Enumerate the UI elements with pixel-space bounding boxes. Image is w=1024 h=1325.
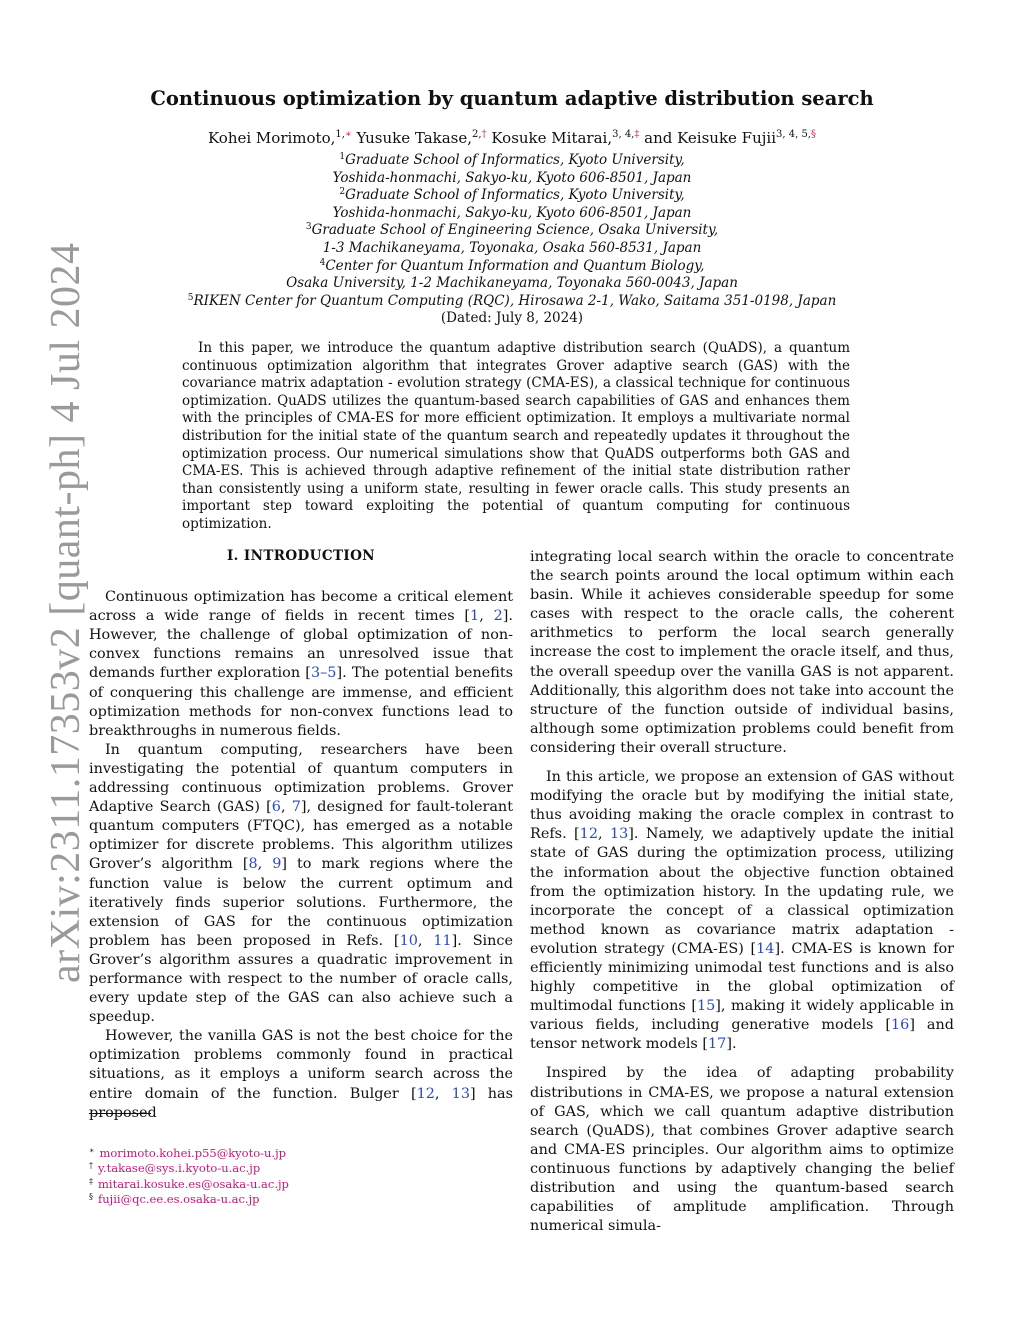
- body-paragraph: integrating local search within the oracle to concentrate the search points around the local optimum within each basin. While it achieves considerable speedup for some cases with respect to the oracle calls, the coherent arithmetics to perform the local search generally increase the cost to implement the oracle itself, and thus, the overall speedup over the vanilla GAS is not apparent. Additionally, this algorithm does not take into account the structure of the function outside of individual basins, although some optimization problems could benefit from considering their overall structure.: [530, 549, 954, 756]
- affiliation-number: 5: [187, 292, 194, 303]
- body-paragraph: Inspired by the idea of adapting probability distributions in CMA-ES, we propose a natural extension of GAS, which we call quantum adaptive distribution search (QuADS), that combines Grover adaptive search and CMA-ES principles. Our algorithm aims to optimize continuous functions by adaptively changing the belief distribution and using the quantum-based search capabilities of amplitude amplification. Through numerical simula-: [530, 1065, 954, 1235]
- footnote: [89, 1146, 513, 1161]
- footnote-mark: §: [89, 1192, 93, 1202]
- citation-link[interactable]: 1: [470, 608, 480, 625]
- email-link[interactable]: morimoto.kohei.p55@kyoto-u.jp: [99, 1146, 287, 1160]
- citation-link[interactable]: 12: [579, 826, 598, 843]
- affiliation-text: Graduate School of Engineering Science, Osaka University,: [311, 222, 719, 239]
- affiliation-number: 4: [319, 257, 326, 268]
- citation-link[interactable]: 7: [291, 799, 301, 816]
- affiliation-number: 1: [339, 152, 346, 162]
- author-affil-sup: [776, 129, 816, 140]
- affiliation-list: [0, 152, 1024, 310]
- affiliation-text: Graduate School of Informatics, Kyoto University,: [345, 187, 685, 204]
- citation-link[interactable]: 17: [708, 1036, 727, 1053]
- affiliation-number: 2: [339, 187, 346, 198]
- author-separator: and: [639, 129, 678, 147]
- footnote-mark: †: [89, 1161, 93, 1171]
- body-paragraph: In this article, we propose an extension of GAS without modifying the oracle but by modifying the initial state, thus avoiding making the oracle complex in contrast to Refs. [12, 13]. Namely, we adaptively update the initial state of GAS during the optimization process, utilizing the information about the objective function obtained from the optimization history. In the updating rule, we incorporate the concept of a classical optimization method known as covariance matrix adaptation - evolution strategy (CMA-ES) [14]. CMA-ES is known for efficiently minimizing unimodal test functions and is also highly competitive in the global optimization of multimodal functions [15], making it widely applicable in various fields, including generative models [16] and tensor network models [17].: [530, 769, 954, 1053]
- email-link[interactable]: mitarai.kosuke.es@osaka-u.ac.jp: [98, 1176, 289, 1191]
- citation-link[interactable]: 13: [451, 1085, 470, 1102]
- affiliation-line: [0, 258, 1024, 276]
- affiliation-text: Graduate School of Informatics, Kyoto University,: [345, 152, 685, 168]
- footnote: [89, 1192, 513, 1207]
- affiliation-text: Center for Quantum Information and Quantum Biology,: [325, 257, 705, 274]
- footnote-rule: [89, 1113, 151, 1114]
- footnote-mark: ‡: [89, 1176, 93, 1186]
- author-name: Keisuke Fujii: [677, 129, 776, 147]
- affiliation-address: 1-3 Machikaneyama, Toyonaka, Osaka 560-8531, Japan: [322, 239, 702, 256]
- email-link[interactable]: y.takase@sys.i.kyoto-u.ac.jp: [98, 1161, 261, 1176]
- affiliation-address: Osaka University, 1-2 Machikaneyama, Toyonaka 560-0043, Japan: [286, 275, 738, 292]
- affiliations: [0, 152, 1024, 328]
- affiliation-line: [0, 152, 1024, 170]
- left-paragraphs: [89, 588, 513, 1123]
- affiliation-line: [0, 293, 1024, 311]
- affiliation-line: [0, 187, 1024, 205]
- citation-link[interactable]: 8: [248, 856, 258, 873]
- footnote: [89, 1161, 513, 1176]
- citation-link[interactable]: 12: [416, 1085, 435, 1102]
- citation-link[interactable]: 9: [272, 856, 282, 873]
- body-paragraph: Continuous optimization has become a critical element across a wide range of fields in recent times [1, 2]. However, the challenge of global optimization of non-convex functions remains an unresolved issue that demands further exploration [3–5]. The potential benefits of conquering this challenge are immense, and efficient optimization methods for non-convex functions lead to breakthroughs in numerous fields.: [89, 589, 513, 739]
- section-heading: I. INTRODUCTION: [226, 548, 376, 564]
- affiliation-address: Yoshida-honmachi, Sakyo-ku, Kyoto 606-8501, Japan: [332, 204, 692, 221]
- footnote-mark: ∗: [89, 1146, 95, 1155]
- date-line: (Dated: July 8, 2024): [440, 310, 584, 327]
- author-name: Yusuke Takase,: [356, 129, 473, 147]
- footnotes: [89, 1146, 513, 1208]
- footnote: [89, 1177, 513, 1192]
- email-link[interactable]: fujii@qc.ee.es.osaka-u.ac.jp: [98, 1192, 260, 1207]
- author-list: [0, 129, 1024, 147]
- author-name: Kosuke Mitarai,: [491, 129, 613, 147]
- citation-link[interactable]: 10: [399, 932, 418, 949]
- author-affil-sup: [335, 129, 351, 140]
- affiliation-number: 3: [305, 222, 312, 233]
- footnote-marker[interactable]: ∗: [344, 129, 352, 140]
- footnote-marker[interactable]: §: [810, 129, 816, 140]
- citation-link[interactable]: 14: [756, 940, 775, 957]
- body-paragraph: In quantum computing, researchers have been investigating the potential of quantum computers in addressing continuous optimization problems. Grover Adaptive Search (GAS) [6, 7], designed for fault-tolerant quantum computers (FTQC), has emerged as a notable optimizer for discrete problems. This algorithm utilizes Grover’s algorithm [8, 9] to mark regions where the function value is below the current optimum and iteratively finds superior solutions. Furthermore, the extension of GAS for the continuous optimization problem has been proposed in Refs. [10, 11]. Since Grover’s algorithm assures a quadratic improvement in performance with respect to the number of oracle calls, every update step of the GAS can also achieve such a speedup.: [89, 741, 514, 1026]
- affil-numbers: 1,: [335, 129, 345, 140]
- affiliation-text: RIKEN Center for Quantum Computing (RQC), Hirosawa 2-1, Wako, Saitama 351-0198, Japan: [193, 292, 837, 309]
- affil-numbers: 2,: [472, 129, 482, 140]
- citation-link[interactable]: 3–5: [310, 665, 337, 682]
- citation-link[interactable]: 6: [271, 799, 281, 816]
- footnote-marker[interactable]: ‡: [634, 129, 640, 140]
- citation-link[interactable]: 13: [609, 826, 629, 843]
- affiliation-address: Yoshida-honmachi, Sakyo-ku, Kyoto 606-8501, Japan: [332, 169, 692, 186]
- abstract: In this paper, we introduce the quantum adaptive distribution search (QuADS), a quantum continuous optimization algorithm that integrates Grover adaptive search (GAS) with the covariance matrix adaptation - evolution strategy (CMA-ES), a classical technique for continuous optimization. QuADS utilizes the quantum-based search capabilities of GAS and enhances them with the principles of CMA-ES for more efficient optimization. It employs a multivariate normal distribution for the initial state of the quantum search and repeatedly updates it throughout the optimization process. Our numerical simulations show that QuADS outperforms both GAS and CMA-ES. This is achieved through adaptive refinement of the initial state distribution rather than consistently using a uniform state, resulting in fewer oracle calls. This study presents an important step toward exploiting the potential of quantum computing for continuous optimization.: [182, 340, 850, 532]
- affil-numbers: 3, 4,: [612, 129, 635, 140]
- left-column: [89, 545, 513, 1123]
- author-affil-sup: [472, 129, 487, 140]
- citation-link[interactable]: 16: [891, 1017, 910, 1034]
- footnote-marker[interactable]: †: [481, 129, 487, 140]
- right-column: [530, 548, 954, 1236]
- author-name: Kohei Morimoto,: [208, 129, 336, 147]
- citation-link[interactable]: 11: [433, 932, 452, 949]
- citation-link[interactable]: 15: [696, 998, 716, 1015]
- arxiv-stamp-text: arXiv:2311.17353v2 [quant-ph] 4 Jul 2024: [43, 242, 89, 983]
- affil-numbers: 3, 4, 5,: [776, 129, 811, 140]
- right-paragraphs: [530, 548, 954, 1236]
- paper-title: Continuous optimization by quantum adaptive distribution search: [150, 87, 874, 110]
- author-affil-sup: [612, 129, 639, 140]
- citation-link[interactable]: 2: [493, 608, 503, 625]
- affiliation-line: [0, 222, 1024, 240]
- body-paragraph: However, the vanilla GAS is not the best choice for the optimization problems commonly found in practical situations, as it employs a uniform search across the entire domain of the function. Bulger [12, 13] has proposed: [89, 1028, 514, 1121]
